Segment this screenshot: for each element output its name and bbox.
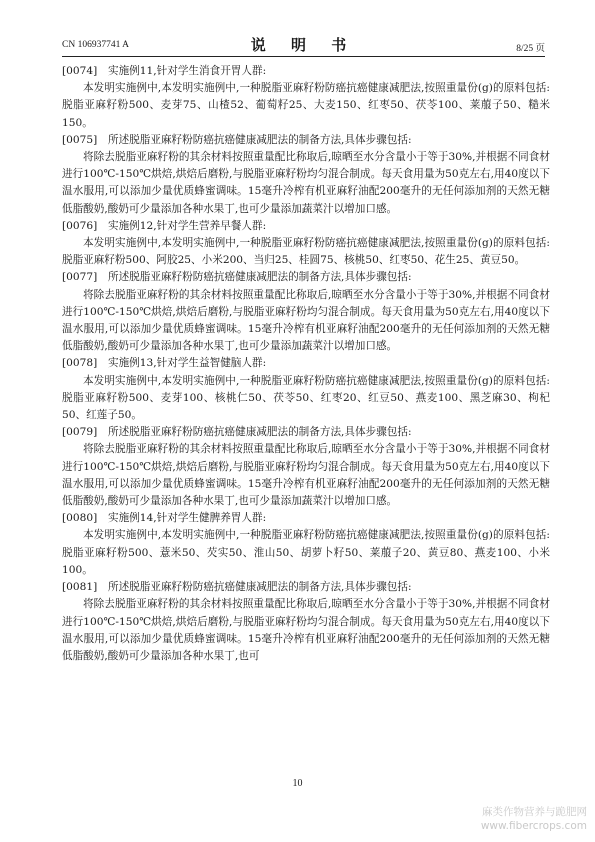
paragraph-number: [0081] [62,581,98,594]
paragraph-number: [0077] [62,271,98,284]
paragraph-text: 实施例14,针对学生健脾养胃人群: [108,512,267,525]
numbered-paragraph [62,218,550,235]
document-number: CN 106937741 A [62,40,130,50]
paragraph-text: 本发明实施例中,本发明实施例中,一种脱脂亚麻籽粉防癌抗癌健康减肥法,按照重量份(g)的原料包括:脱脂亚麻籽粉500、阿胶25、小米200、当归25、桂圆75、核桃50、红枣50、花生25、黄豆50。 [62,237,550,267]
page-header [62,34,545,57]
paragraph-number: [0080] [62,512,98,525]
numbered-paragraph [62,424,550,441]
body-paragraph [62,373,550,425]
document-title: 说 明 书 [250,36,357,54]
paragraph-text: 所述脱脂亚麻籽粉防癌抗癌健康减肥法的制备方法,具体步骤包括: [108,271,412,284]
paragraph-text: 将除去脱脂亚麻籽粉的其余材料按照重量配比称取后,晾晒至水分含量小于等于30%,并根据不同食材进行100℃-150℃烘焙,烘焙后磨粉,与脱脂亚麻籽粉均匀混合制成。每天食用量为50克左右,用40度以下温水服用,可以添加少量优质蜂蜜调味。15毫升冷榨有机亚麻籽油配200毫升的无任何添加剂的天然无糖低脂酸奶,酸奶可少量添加各种水果丁,也可少量添加蔬菜汁以增加口感。 [62,443,550,508]
paragraph-number: [0076] [62,219,98,232]
paragraph-text: 将除去脱脂亚麻籽粉的其余材料按照重量配比称取后,晾晒至水分含量小于等于30%,并根据不同食材进行100℃-150℃烘焙,烘焙后磨粉,与脱脂亚麻籽粉均匀混合制成。每天食用量为50克左右,用40度以下温水服用,可以添加少量优质蜂蜜调味。15毫升冷榨有机亚麻籽油配200毫升的无任何添加剂的天然无糖低脂酸奶,酸奶可少量添加各种水果丁,也可少量添加蔬菜汁以增加口感。 [62,288,550,353]
numbered-paragraph [62,63,550,80]
paragraph-text: 实施例13,针对学生益智健脑人群: [108,357,267,370]
paragraph-text: 将除去脱脂亚麻籽粉的其余材料按照重量配比称取后,晾晒至水分含量小于等于30%,并根据不同食材进行100℃-150℃烘焙,烘焙后磨粉,与脱脂亚麻籽粉均匀混合制成。每天食用量为50克左右,用40度以下温水服用,可以添加少量优质蜂蜜调味。15毫升冷榨有机亚麻籽油配200毫升的无任何添加剂的天然无糖低脂酸奶,酸奶可少量添加各种水果丁,也可少量添加蔬菜汁以增加口感。 [62,151,550,215]
page-number: 10 [292,778,303,789]
paragraph-text: 实施例12,针对学生营养早餐人群: [108,219,267,232]
paragraph-text: 所述脱脂亚麻籽粉防癌抗癌健康减肥法的制备方法,具体步骤包括: [108,581,412,594]
paragraph-text: 本发明实施例中,本发明实施例中,一种脱脂亚麻籽粉防癌抗癌健康减肥法,按照重量份(g)的原料包括:脱脂亚麻籽粉500、薏米50、芡实50、淮山50、胡萝卜籽50、莱菔子20、黄豆80、燕麦100、小米100。 [62,529,550,576]
paragraph-text: 所述脱脂亚麻籽粉防癌抗癌健康减肥法的制备方法,具体步骤包括: [108,426,412,439]
body-paragraph [62,441,550,510]
watermark [481,805,587,833]
paragraph-number: [0075] [62,133,98,146]
paragraph-number: [0078] [62,357,98,370]
numbered-paragraph [62,579,550,596]
body-paragraph [62,149,550,218]
numbered-paragraph [62,510,550,527]
body-paragraph [62,527,550,579]
paragraph-text: 所述脱脂亚麻籽粉防癌抗癌健康减肥法的制备方法,具体步骤包括: [108,133,412,146]
body-paragraph [62,80,550,132]
body-paragraph [62,596,550,665]
watermark-url: www.fibercrops.com [480,820,587,832]
numbered-paragraph [62,132,550,149]
paragraph-number: [0074] [62,65,98,77]
page-indicator: 8/25 页 [516,44,545,54]
paragraph-text: 实施例11,针对学生消食开胃人群: [108,65,267,77]
numbered-paragraph [62,355,550,372]
numbered-paragraph [62,269,550,286]
watermark-title: 麻类作物营养与跪肥网 [482,806,587,818]
body-paragraph [62,287,550,356]
paragraph-text: 本发明实施例中,本发明实施例中,一种脱脂亚麻籽粉防癌抗癌健康减肥法,按照重量份(g)的原料包括:脱脂亚麻籽粉500、麦芽100、核桃仁50、茯苓50、红枣20、红豆50、燕麦100、黑芝麻30、枸杞50、红莲子50。 [62,374,550,422]
document-body [62,63,550,665]
paragraph-text: 本发明实施例中,本发明实施例中,一种脱脂亚麻籽粉防癌抗癌健康减肥法,按照重量份(g)的原料包括:脱脂亚麻籽粉500、麦芽75、山楂52、葡萄籽25、大麦150、红枣50、茯苓100、莱菔子50、糙米150。 [62,82,550,129]
paragraph-text: 将除去脱脂亚麻籽粉的其余材料按照重量配比称取后,晾晒至水分含量小于等于30%,并根据不同食材进行100℃-150℃烘焙,烘焙后磨粉,与脱脂亚麻籽粉均匀混合制成。每天食用量为50克左右,用40度以下温水服用,可以添加少量优质蜂蜜调味。15毫升冷榨有机亚麻籽油配200毫升的无任何添加剂的天然无糖低脂酸奶,酸奶可少量添加各种水果丁,也可 [62,598,550,662]
paragraph-number: [0079] [62,426,98,439]
body-paragraph [62,235,550,269]
